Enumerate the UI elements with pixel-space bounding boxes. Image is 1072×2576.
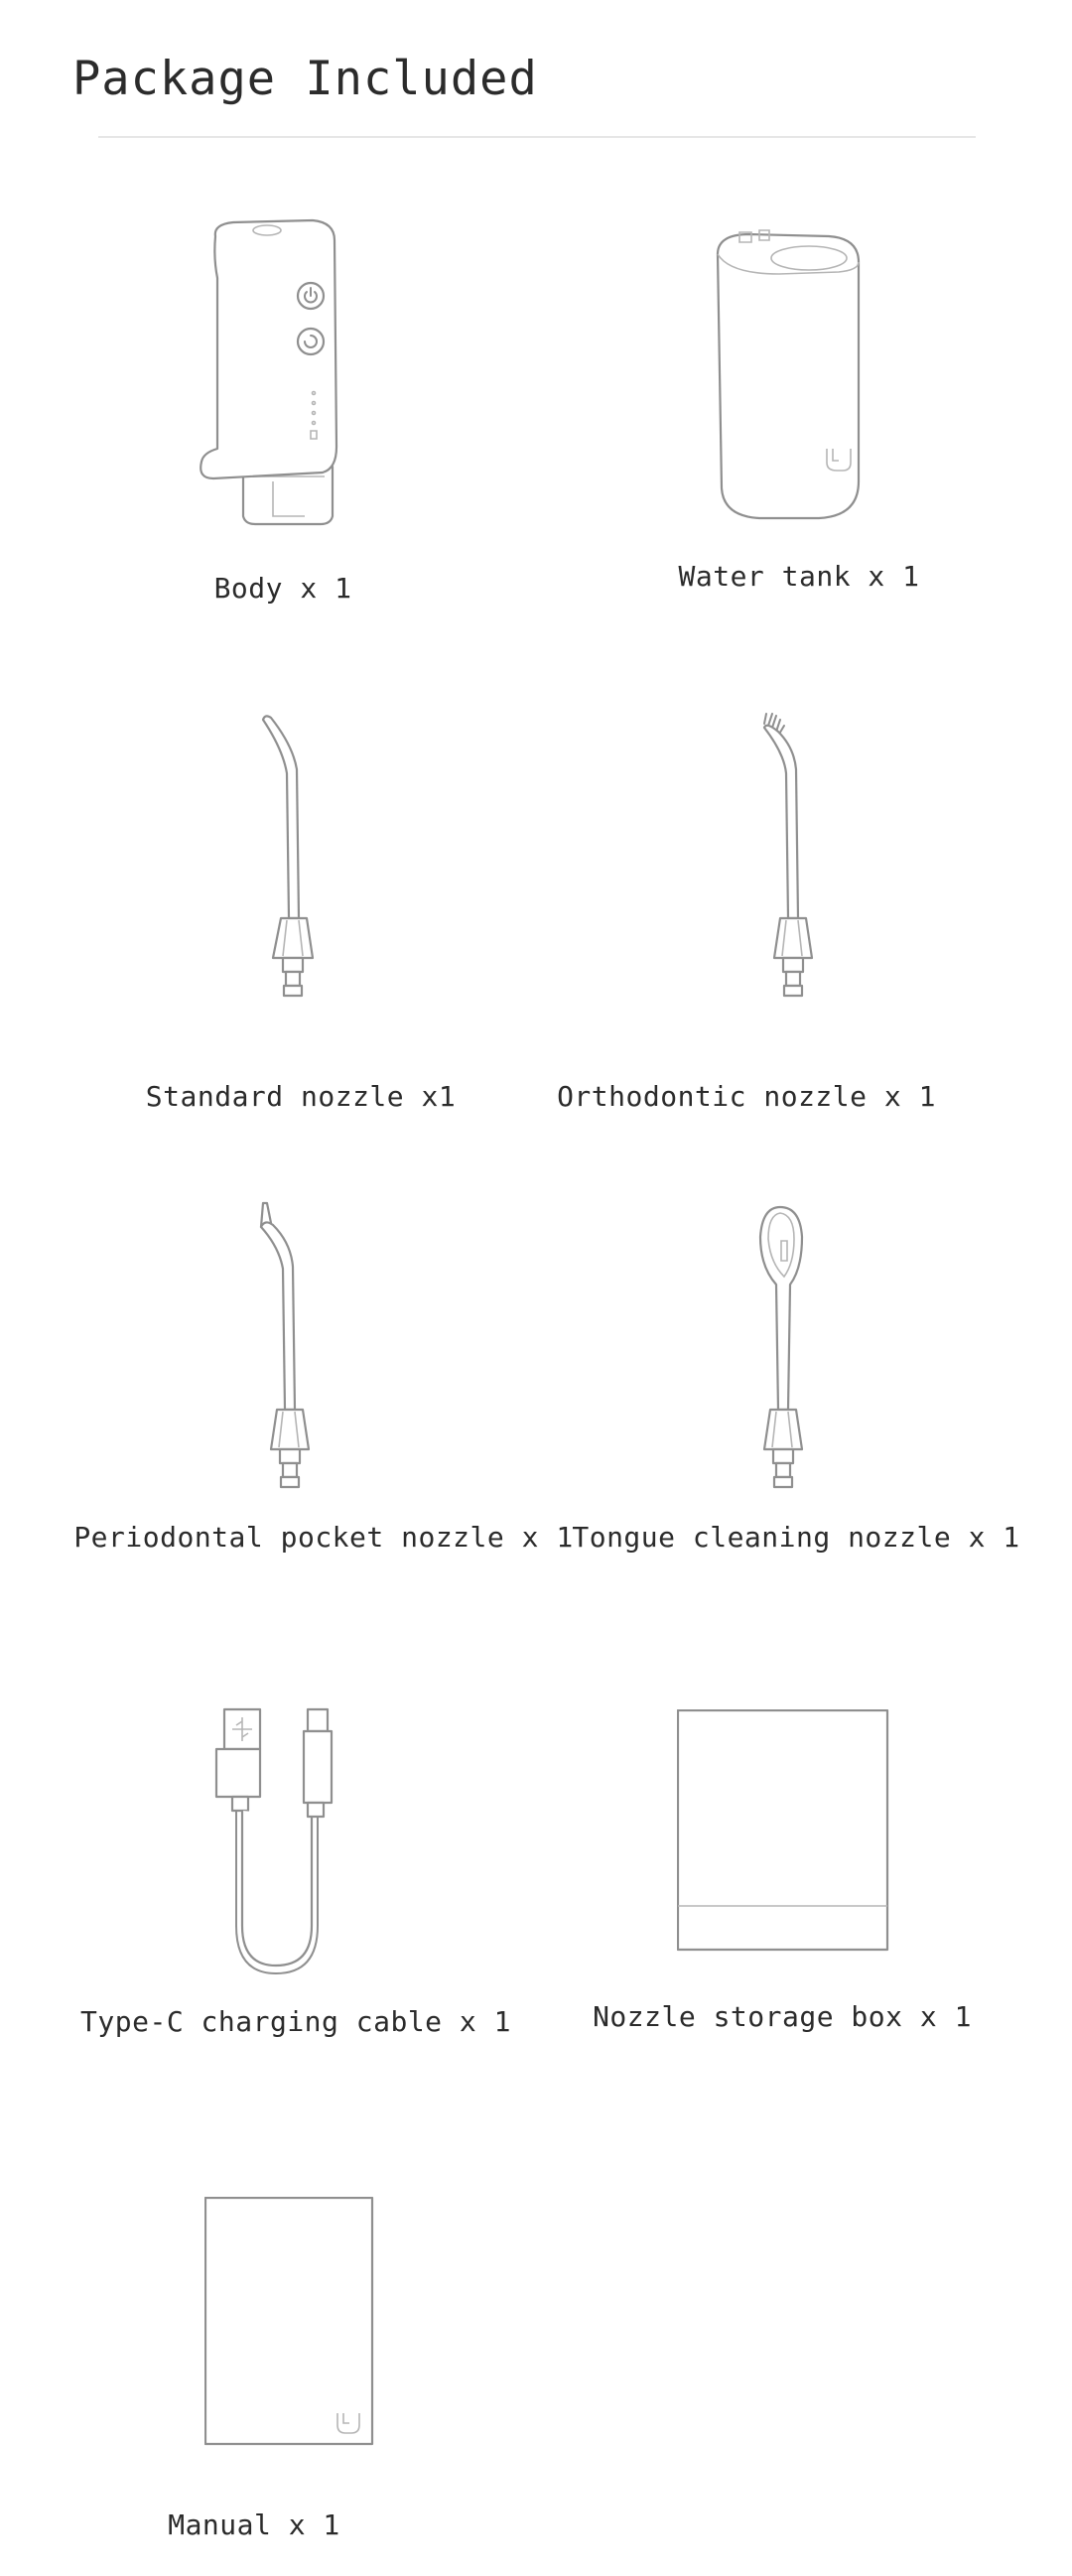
title-divider: [98, 136, 976, 138]
item-label-water-tank: Water tank x 1: [678, 560, 920, 593]
water-flosser-body-icon: [194, 218, 352, 531]
periodontal-nozzle-icon: [253, 1201, 333, 1499]
item-label-manual: Manual x 1: [168, 2508, 340, 2541]
item-label-periodontal-nozzle: Periodontal pocket nozzle x 1: [73, 1521, 574, 1554]
item-label-standard-nozzle: Standard nozzle x1: [145, 1080, 457, 1113]
usb-c-cable-icon: [208, 1707, 347, 1985]
item-label-usb-c-cable: Type-C charging cable x 1: [80, 2005, 511, 2038]
storage-box-icon: [677, 1709, 890, 1953]
item-label-storage-box: Nozzle storage box x 1: [593, 2000, 972, 2033]
orthodontic-nozzle-icon: [754, 710, 834, 1008]
page-title: Package Included: [72, 52, 538, 106]
item-label-orthodontic-nozzle: Orthodontic nozzle x 1: [557, 1080, 936, 1113]
item-label-tongue-nozzle: Tongue cleaning nozzle x 1: [572, 1521, 1020, 1554]
item-label-body: Body x 1: [213, 572, 352, 605]
standard-nozzle-icon: [253, 710, 333, 1008]
manual-icon: [204, 2197, 375, 2447]
water-tank-icon: [710, 228, 869, 526]
tongue-nozzle-icon: [744, 1201, 824, 1499]
